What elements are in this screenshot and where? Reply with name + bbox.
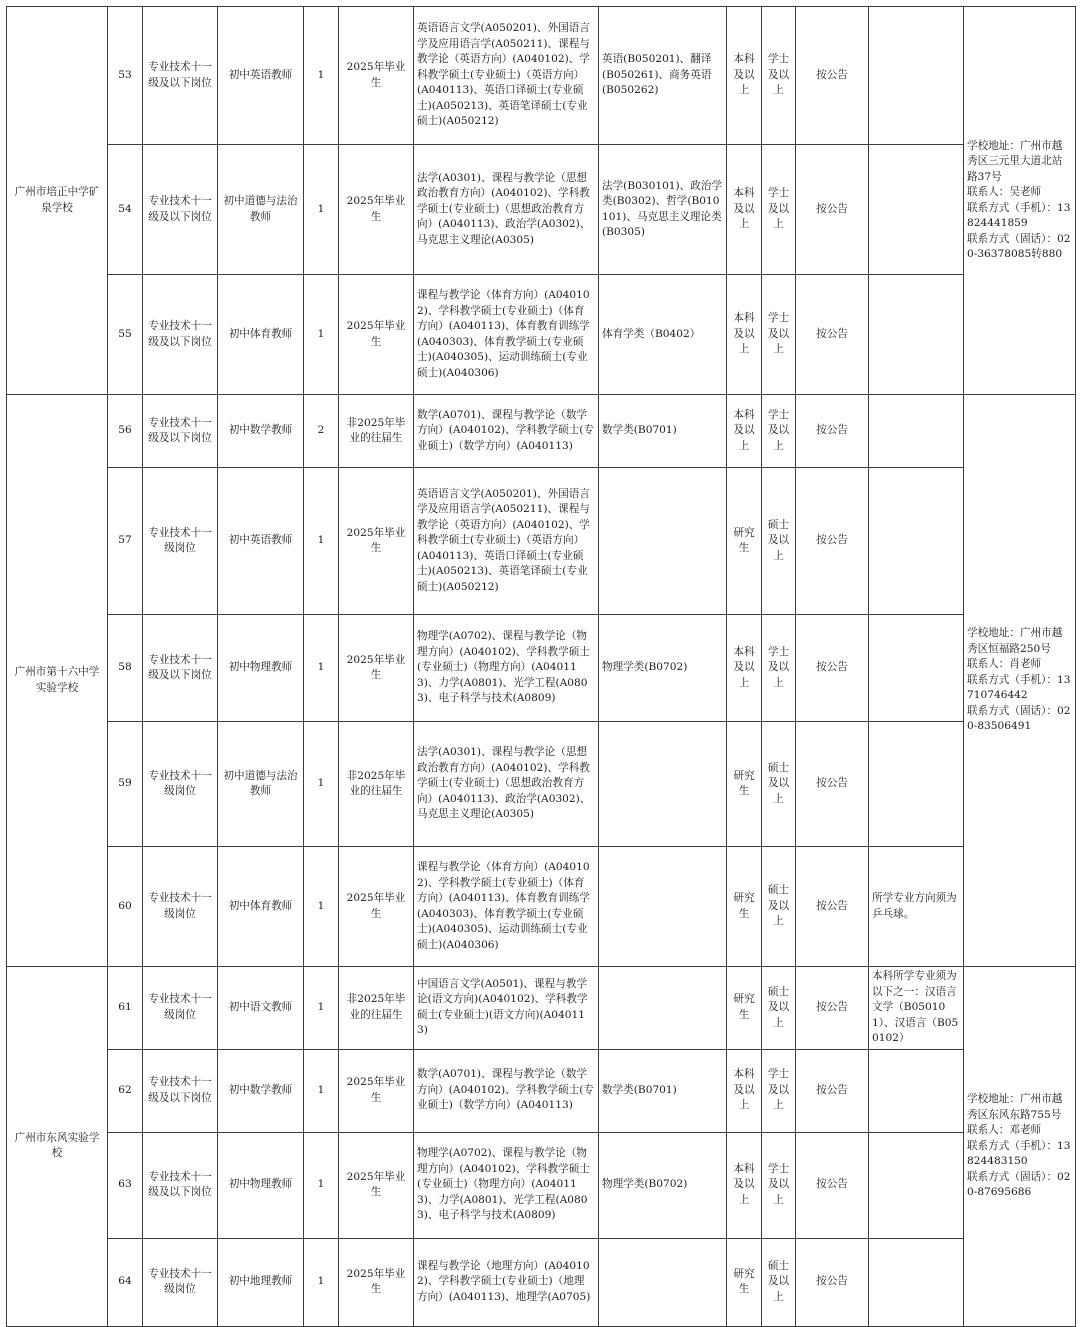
degree-req: 学士及以上	[762, 395, 796, 468]
undergrad-majors: 数学类(B0701)	[599, 395, 727, 468]
hire-count: 2	[304, 395, 339, 468]
post-title: 初中地理教师	[218, 1238, 304, 1326]
other-req: 按公告	[796, 615, 869, 722]
post-title: 初中物理教师	[218, 615, 304, 722]
table-row	[7, 275, 1076, 395]
education-req: 本科及以上	[727, 1049, 762, 1132]
table-row	[7, 1132, 1076, 1238]
table-row	[7, 468, 1076, 615]
post-title: 初中体育教师	[218, 275, 304, 395]
undergrad-majors: 体育学类（B0402）	[599, 275, 727, 395]
target-applicants: 2025年毕业生	[339, 145, 414, 275]
education-req: 本科及以上	[727, 145, 762, 275]
other-req: 按公告	[796, 395, 869, 468]
postgrad-majors: 英语语言文学(A050201)、外国语言学及应用语言学(A050211)、课程与教学论（英语方向）(A040102)、学科教学硕士(专业硕士)（英语方向）(A040113)、英语口译硕士(专业硕士)(A050213)、英语笔译硕士(专业硕士)(A050212)	[414, 468, 599, 615]
hire-count: 1	[304, 967, 339, 1050]
other-req: 按公告	[796, 722, 869, 847]
post-grade: 专业技术十一级及以下岗位	[143, 1049, 218, 1132]
table-row	[7, 1049, 1076, 1132]
education-req: 本科及以上	[727, 7, 762, 145]
post-code: 63	[108, 1132, 143, 1238]
undergrad-majors: 数学类(B0701)	[599, 1049, 727, 1132]
undergrad-majors: 英语(B050201)、翻译(B050261)、商务英语(B050262)	[599, 7, 727, 145]
other-req: 按公告	[796, 967, 869, 1050]
post-code: 54	[108, 145, 143, 275]
remark	[869, 275, 964, 395]
post-title: 初中物理教师	[218, 1132, 304, 1238]
post-title: 初中数学教师	[218, 1049, 304, 1132]
remark	[869, 395, 964, 468]
education-req: 研究生	[727, 1238, 762, 1326]
remark	[869, 1049, 964, 1132]
hire-count: 1	[304, 145, 339, 275]
degree-req: 学士及以上	[762, 1132, 796, 1238]
post-title: 初中数学教师	[218, 395, 304, 468]
table-row	[7, 722, 1076, 847]
school-contact: 学校地址：广州市越秀区三元里大道北站路37号 联系人：吴老师 联系方式（手机）：13824441859 联系方式（固话）：020-36378085转880	[964, 7, 1076, 395]
school-contact: 学校地址：广州市越秀区恒福路250号 联系人：肖老师 联系方式（手机）：13710746442 联系方式（固话）：020-83506491	[964, 395, 1076, 967]
post-code: 61	[108, 967, 143, 1050]
table-row	[7, 1238, 1076, 1326]
post-code: 57	[108, 468, 143, 615]
table-row	[7, 847, 1076, 967]
education-req: 研究生	[727, 722, 762, 847]
post-code: 60	[108, 847, 143, 967]
remark	[869, 1238, 964, 1326]
hire-count: 1	[304, 1132, 339, 1238]
target-applicants: 2025年毕业生	[339, 1049, 414, 1132]
post-grade: 专业技术十一级及以下岗位	[143, 275, 218, 395]
post-code: 53	[108, 7, 143, 145]
post-title: 初中体育教师	[218, 847, 304, 967]
remark	[869, 615, 964, 722]
target-applicants: 非2025年毕业的往届生	[339, 967, 414, 1050]
degree-req: 硕士及以上	[762, 967, 796, 1050]
hire-count: 1	[304, 615, 339, 722]
target-applicants: 非2025年毕业的往届生	[339, 395, 414, 468]
post-grade: 专业技术十一级及以下岗位	[143, 615, 218, 722]
post-code: 55	[108, 275, 143, 395]
postgrad-majors: 英语语言文学(A050201)、外国语言学及应用语言学(A050211)、课程与教学论（英语方向）(A040102)、学科教学硕士(专业硕士)（英语方向）(A040113)、英语口译硕士(专业硕士)(A050213)、英语笔译硕士(专业硕士)(A050212)	[414, 7, 599, 145]
degree-req: 学士及以上	[762, 7, 796, 145]
target-applicants: 2025年毕业生	[339, 7, 414, 145]
hire-count: 1	[304, 275, 339, 395]
post-grade: 专业技术十一级及以下岗位	[143, 7, 218, 145]
table-row	[7, 145, 1076, 275]
other-req: 按公告	[796, 145, 869, 275]
post-code: 62	[108, 1049, 143, 1132]
school-name: 广州市东风实验学校	[7, 967, 108, 1327]
post-grade: 专业技术十一级岗位	[143, 1238, 218, 1326]
undergrad-majors	[599, 847, 727, 967]
degree-req: 硕士及以上	[762, 847, 796, 967]
education-req: 研究生	[727, 967, 762, 1050]
education-req: 研究生	[727, 847, 762, 967]
degree-req: 学士及以上	[762, 1049, 796, 1132]
table-row	[7, 395, 1076, 468]
undergrad-majors: 法学(B030101)、政治学类(B0302)、哲学(B010101)、马克思主义理论类(B0305)	[599, 145, 727, 275]
post-title: 初中英语教师	[218, 7, 304, 145]
other-req: 按公告	[796, 1132, 869, 1238]
school-name: 广州市第十六中学实验学校	[7, 395, 108, 967]
target-applicants: 2025年毕业生	[339, 847, 414, 967]
degree-req: 学士及以上	[762, 615, 796, 722]
post-code: 56	[108, 395, 143, 468]
other-req: 按公告	[796, 1238, 869, 1326]
post-title: 初中英语教师	[218, 468, 304, 615]
post-title: 初中道德与法治教师	[218, 145, 304, 275]
post-grade: 专业技术十一级及以下岗位	[143, 1132, 218, 1238]
degree-req: 学士及以上	[762, 145, 796, 275]
other-req: 按公告	[796, 7, 869, 145]
post-code: 64	[108, 1238, 143, 1326]
target-applicants: 非2025年毕业的往届生	[339, 722, 414, 847]
table-row	[7, 967, 1076, 1050]
recruitment-table	[6, 6, 1076, 1327]
education-req: 本科及以上	[727, 275, 762, 395]
other-req: 按公告	[796, 847, 869, 967]
remark	[869, 1132, 964, 1238]
degree-req: 硕士及以上	[762, 722, 796, 847]
post-grade: 专业技术十一级岗位	[143, 722, 218, 847]
education-req: 本科及以上	[727, 615, 762, 722]
hire-count: 1	[304, 7, 339, 145]
table-row	[7, 615, 1076, 722]
school-contact: 学校地址：广州市越秀区东风东路755号 联系人：邓老师 联系方式（手机）：13824483150 联系方式（固话）：020-87695686	[964, 967, 1076, 1327]
target-applicants: 2025年毕业生	[339, 615, 414, 722]
postgrad-majors: 法学(A0301)、课程与教学论（思想政治教育方向）(A040102)、学科教学硕士(专业硕士)（思想政治教育方向）(A040113)、政治学(A0302)、马克思主义理论(A0305)	[414, 145, 599, 275]
postgrad-majors: 中国语言文学(A0501)、课程与教学论(语文方向)(A040102)、学科教学硕士(专业硕士)(语文方向)(A040113)	[414, 967, 599, 1050]
post-grade: 专业技术十一级岗位	[143, 847, 218, 967]
target-applicants: 2025年毕业生	[339, 1132, 414, 1238]
postgrad-majors: 数学(A0701)、课程与教学论（数学方向）(A040102)、学科教学硕士(专业硕士)（数学方向）(A040113)	[414, 1049, 599, 1132]
remark	[869, 468, 964, 615]
hire-count: 1	[304, 847, 339, 967]
undergrad-majors	[599, 722, 727, 847]
undergrad-majors	[599, 967, 727, 1050]
remark	[869, 145, 964, 275]
hire-count: 1	[304, 468, 339, 615]
postgrad-majors: 法学(A0301)、课程与教学论（思想政治教育方向）(A040102)、学科教学硕士(专业硕士)（思想政治教育方向）(A040113)、政治学(A0302)、马克思主义理论(A0305)	[414, 722, 599, 847]
post-code: 58	[108, 615, 143, 722]
target-applicants: 2025年毕业生	[339, 468, 414, 615]
table-row	[7, 7, 1076, 145]
hire-count: 1	[304, 722, 339, 847]
remark	[869, 722, 964, 847]
other-req: 按公告	[796, 1049, 869, 1132]
undergrad-majors: 物理学类(B0702)	[599, 1132, 727, 1238]
target-applicants: 2025年毕业生	[339, 275, 414, 395]
postgrad-majors: 课程与教学论（体育方向）(A040102)、学科教学硕士(专业硕士)（体育方向）(A040113)、体育教育训练学(A040303)、体育教学硕士(专业硕士)(A040305)、运动训练硕士(专业硕士)(A040306)	[414, 275, 599, 395]
postgrad-majors: 课程与教学论（地理方向）(A040102)、学科教学硕士(专业硕士)（地理方向）(A040113)、地理学(A0705)	[414, 1238, 599, 1326]
education-req: 本科及以上	[727, 395, 762, 468]
post-title: 初中道德与法治教师	[218, 722, 304, 847]
remark	[869, 7, 964, 145]
postgrad-majors: 课程与教学论（体育方向）(A040102)、学科教学硕士(专业硕士)（体育方向）(A040113)、体育教育训练学(A040303)、体育教学硕士(专业硕士)(A040305)、运动训练硕士(专业硕士)(A040306)	[414, 847, 599, 967]
post-grade: 专业技术十一级及以下岗位	[143, 145, 218, 275]
other-req: 按公告	[796, 275, 869, 395]
education-req: 研究生	[727, 468, 762, 615]
postgrad-majors: 数学(A0701)、课程与教学论（数学方向）(A040102)、学科教学硕士(专业硕士)（数学方向）(A040113)	[414, 395, 599, 468]
undergrad-majors: 物理学类(B0702)	[599, 615, 727, 722]
postgrad-majors: 物理学(A0702)、课程与教学论（物理方向）(A040102)、学科教学硕士(专业硕士)（物理方向）(A040113)、力学(A0801)、光学工程(A0803)、电子科学与技术(A0809)	[414, 1132, 599, 1238]
post-code: 59	[108, 722, 143, 847]
undergrad-majors	[599, 468, 727, 615]
hire-count: 1	[304, 1049, 339, 1132]
hire-count: 1	[304, 1238, 339, 1326]
post-grade: 专业技术十一级岗位	[143, 967, 218, 1050]
other-req: 按公告	[796, 468, 869, 615]
post-title: 初中语文教师	[218, 967, 304, 1050]
remark: 所学专业方向须为乒乓球。	[869, 847, 964, 967]
target-applicants: 2025年毕业生	[339, 1238, 414, 1326]
degree-req: 硕士及以上	[762, 1238, 796, 1326]
degree-req: 硕士及以上	[762, 468, 796, 615]
school-name: 广州市培正中学矿泉学校	[7, 7, 108, 395]
recruitment-table-page	[6, 6, 1075, 1318]
education-req: 本科及以上	[727, 1132, 762, 1238]
post-grade: 专业技术十一级及以下岗位	[143, 395, 218, 468]
postgrad-majors: 物理学(A0702)、课程与教学论（物理方向）(A040102)、学科教学硕士(专业硕士)（物理方向）(A040113)、力学(A0801)、光学工程(A0803)、电子科学与技术(A0809)	[414, 615, 599, 722]
remark: 本科所学专业须为以下之一：汉语言文学（B050101）、汉语言（B050102）	[869, 967, 964, 1050]
post-grade: 专业技术十一级岗位	[143, 468, 218, 615]
undergrad-majors	[599, 1238, 727, 1326]
degree-req: 学士及以上	[762, 275, 796, 395]
